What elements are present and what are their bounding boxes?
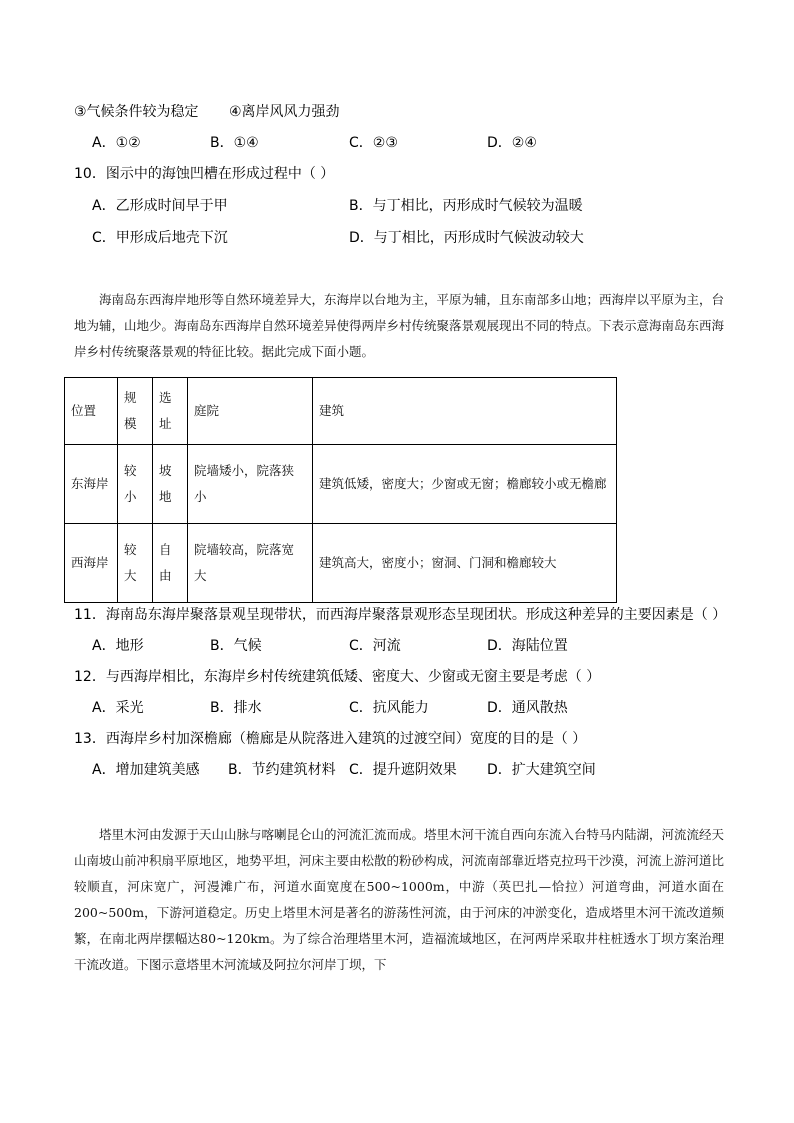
passage-hainan <box>74 287 724 365</box>
table-cell: 自由 <box>153 524 188 603</box>
table-header: 规模 <box>118 378 153 445</box>
q9-item-3: ③气候条件较为稳定 <box>74 104 199 120</box>
table-row <box>65 524 617 603</box>
table-header-row <box>65 378 617 445</box>
q11-option-d: D．海陆位置 <box>487 638 568 654</box>
q11-option-b: B．气候 <box>210 638 262 654</box>
q9-option-b: B．①④ <box>210 135 259 151</box>
q11-option-c: C．河流 <box>349 638 401 654</box>
table-cell: 坡地 <box>153 445 188 524</box>
q12-option-a: A．采光 <box>92 700 144 716</box>
q10-option-d: D．与丁相比，丙形成时气候波动较大 <box>349 230 584 246</box>
q9-option-c: C．②③ <box>349 135 398 151</box>
q10-option-c: C．甲形成后地壳下沉 <box>92 230 228 246</box>
table-header: 位置 <box>65 378 118 445</box>
q9-option-a: A．①② <box>92 135 141 151</box>
table-cell: 院墙较高，院落宽大 <box>188 524 313 603</box>
q13-stem: 13．西海岸乡村加深檐廊（檐廊是从院落进入建筑的过渡空间）宽度的目的是（ ） <box>74 731 587 747</box>
passage-tarim <box>74 822 724 978</box>
q13-option-b: B．节约建筑材料 <box>228 762 336 778</box>
q12-option-d: D．通风散热 <box>487 700 568 716</box>
q11-stem: 11．海南岛东海岸聚落景观呈现带状，而西海岸聚落景观形态呈现团状。形成这种差异的主要因素是（ ） <box>74 607 727 623</box>
q10-option-b: B．与丁相比，丙形成时气候较为温暖 <box>349 198 583 214</box>
q9-item-4: ④离岸风风力强劲 <box>229 104 340 120</box>
table-cell: 较小 <box>118 445 153 524</box>
settlement-comparison-table <box>64 377 617 603</box>
table-cell: 院墙矮小，院落狭小 <box>188 445 313 524</box>
table-cell: 建筑低矮，密度大；少窗或无窗；檐廊较小或无檐廊 <box>313 445 617 524</box>
table-cell: 建筑高大，密度小；窗洞、门洞和檐廊较大 <box>313 524 617 603</box>
q10-stem: 10．图示中的海蚀凹槽在形成过程中（ ） <box>74 166 335 182</box>
q13-option-d: D．扩大建筑空间 <box>487 762 596 778</box>
q11-option-a: A．地形 <box>92 638 144 654</box>
q12-option-c: C．抗风能力 <box>349 700 429 716</box>
table-cell: 西海岸 <box>65 524 118 603</box>
table-header: 庭院 <box>188 378 313 445</box>
q12-option-b: B．排水 <box>210 700 262 716</box>
table-header: 选址 <box>153 378 188 445</box>
q10-option-a: A．乙形成时间早于甲 <box>92 198 228 214</box>
passage-tarim-text: 塔里木河由发源于天山山脉与喀喇昆仑山的河流汇流而成。塔里木河干流自西向东流入台特马内陆湖，河流流经天山南坡山前冲积扇平原地区，地势平坦，河床主要由松散的粉砂构成，河流南部靠近塔克拉玛干沙漠，河流上游河道比较顺直，河床宽广，河漫滩广布，河道水面宽度在500~1000m，中游（英巴扎—恰拉）河道弯曲，河道水面在200~500m，下游河道稳定。历史上塔里木河是著名的游荡性河流，由于河床的冲淤变化，造成塔里木河干流改道频繁，在南北两岸摆幅达80~120km。为了综合治理塔里木河，造福流域地区，在河两岸采取井柱桩透水丁坝方案治理干流改道。下图示意塔里木河流域及阿拉尔河岸丁坝，下 <box>74 827 725 972</box>
q13-option-c: C．提升遮阴效果 <box>349 762 457 778</box>
q13-option-a: A．增加建筑美感 <box>92 762 200 778</box>
q12-stem: 12．与西海岸相比，东海岸乡村传统建筑低矮、密度大、少窗或无窗主要是考虑（ ） <box>74 669 601 685</box>
passage-hainan-text: 海南岛东西海岸地形等自然环境差异大，东海岸以台地为主，平原为辅，且东南部多山地；西海岸以平原为主，台地为辅，山地少。海南岛东西海岸自然环境差异使得两岸乡村传统聚落景观展现出不同的特点。下表示意海南岛东西海岸乡村传统聚落景观的特征比较。据此完成下面小题。 <box>74 292 725 359</box>
table-cell: 东海岸 <box>65 445 118 524</box>
table-row <box>65 445 617 524</box>
table-cell: 较大 <box>118 524 153 603</box>
q9-option-d: D．②④ <box>487 135 537 151</box>
table-header: 建筑 <box>313 378 617 445</box>
